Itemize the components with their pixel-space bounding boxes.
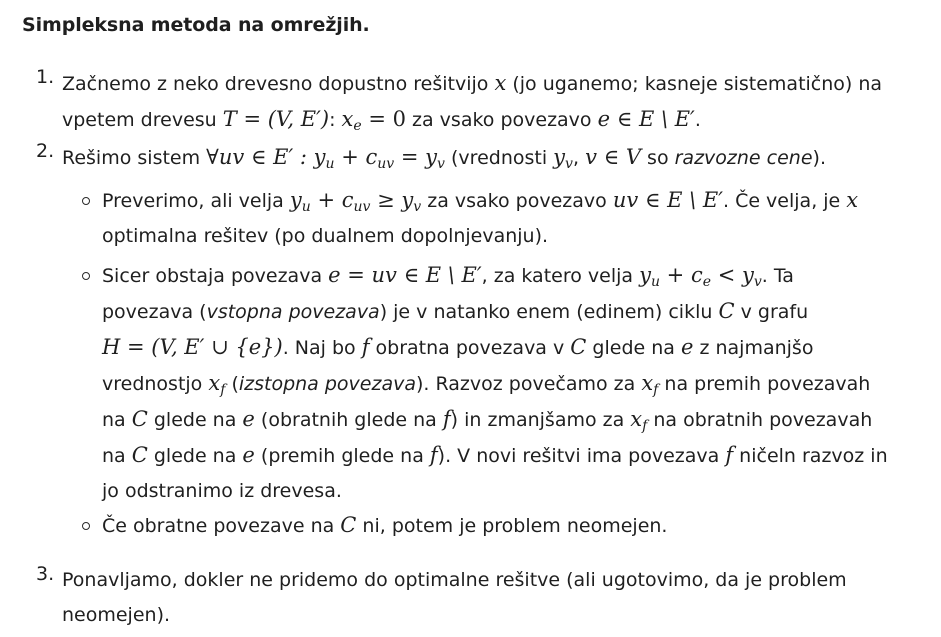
text: z najmanjšo	[699, 337, 814, 359]
text: , za katero velja	[481, 265, 634, 287]
text: glede na	[592, 337, 675, 359]
emphasis: vstopna povezava	[206, 301, 380, 323]
math-system: ∀uv ∈ E′ : $y_u + c_{uv} = y_v$	[206, 145, 445, 172]
bullet-icon	[82, 197, 90, 205]
text: na	[102, 445, 126, 467]
list-number: 2.	[36, 140, 55, 162]
page-title: Simpleksna metoda na omrežjih.	[22, 14, 370, 36]
text: ). V novi rešitvi ima povezava	[437, 445, 720, 467]
math-yv: $y_v$	[553, 145, 573, 172]
math-v-in-V: v ∈ V	[585, 145, 641, 169]
sub-list-item-body	[102, 258, 924, 509]
list-item-body	[62, 66, 922, 138]
text: .	[694, 109, 701, 131]
text: ,	[572, 147, 580, 169]
text: ) in zmanjšamo za	[450, 409, 625, 431]
text: vpetem drevesu	[62, 109, 217, 131]
text-line	[102, 183, 924, 219]
math-e-in-EminusE: e ∈ E \ E′	[597, 107, 695, 131]
math-f: f	[725, 443, 734, 467]
text-line	[62, 563, 922, 598]
text-line	[102, 438, 924, 474]
text: za vsako povezavo	[427, 190, 607, 212]
math-e: e	[242, 407, 255, 431]
math-x: x	[494, 71, 507, 95]
math-f: f	[429, 443, 438, 467]
text: so	[647, 147, 669, 169]
math-C: C	[340, 513, 357, 537]
text: Preverimo, ali velja	[102, 190, 284, 212]
text-line	[62, 598, 922, 633]
text-line	[62, 102, 922, 138]
text-line	[102, 508, 924, 544]
math-xe-zero: $x_e = 0$	[341, 107, 406, 134]
text-line	[102, 366, 924, 402]
text: optimalna rešitev (po dualnem dopolnjevanju).	[102, 225, 549, 247]
text: Sicer obstaja povezava	[102, 265, 323, 287]
text-line	[102, 474, 924, 509]
text: . Če velja, je	[722, 190, 841, 212]
math-strict-inequality: $y_u + c_e < y_v$	[639, 263, 762, 290]
text: Če obratne povezave na	[102, 515, 335, 537]
math-e: e	[242, 443, 255, 467]
math-f: f	[442, 407, 451, 431]
math-C: C	[718, 299, 735, 323]
text: :	[329, 109, 336, 131]
text: povezava (	[102, 301, 207, 323]
math-C: C	[131, 407, 148, 431]
math-xf: $x_f$	[208, 371, 226, 398]
text: glede na	[153, 445, 237, 467]
text: ničeln razvoz in	[739, 445, 888, 467]
text-line	[102, 330, 924, 366]
list-number: 1.	[36, 66, 55, 88]
text: Rešimo sistem	[62, 147, 201, 169]
text: obratna povezava v	[375, 337, 565, 359]
math-uv-in: uv ∈ E \ E′	[612, 188, 723, 212]
text: ni, potem je problem neomejen.	[362, 515, 668, 537]
text: ). Razvoz povečamo za	[416, 373, 636, 395]
text-line	[102, 294, 924, 330]
text: vrednostjo	[102, 373, 203, 395]
bullet-icon	[82, 272, 90, 280]
math-f: f	[361, 335, 370, 359]
text: ) je v natanko enem (edinem) ciklu	[379, 301, 713, 323]
sub-list-item-body	[102, 508, 924, 544]
list-item-body	[62, 140, 922, 176]
text-line	[102, 402, 924, 438]
text: . Ta	[761, 265, 794, 287]
emphasis: razvozne cene	[674, 147, 813, 169]
math-e-eq-uv: e = uv ∈ E \ E′	[328, 263, 482, 287]
text: za vsako povezavo	[412, 109, 592, 131]
text: neomejen).	[62, 604, 171, 626]
text: na obratnih povezavah	[653, 409, 873, 431]
text: glede na	[153, 409, 237, 431]
math-C: C	[570, 335, 587, 359]
text: Začnemo z neko drevesno dopustno rešitvijo	[62, 73, 489, 95]
math-e: e	[680, 335, 694, 359]
text-line	[62, 66, 922, 102]
text: na	[102, 409, 126, 431]
text: (vrednosti	[451, 147, 548, 169]
math-C: C	[131, 443, 148, 467]
math-xf: $x_f$	[630, 407, 648, 434]
math-xf: $x_f$	[641, 371, 659, 398]
text: (	[231, 373, 239, 395]
text: na premih povezavah	[664, 373, 871, 395]
text: v grafu	[740, 301, 809, 323]
emphasis: izstopna povezava	[238, 373, 416, 395]
text-line	[102, 219, 924, 254]
list-item-body	[62, 563, 922, 633]
text: . Naj bo	[282, 337, 356, 359]
bullet-icon	[82, 522, 90, 530]
text: ).	[812, 147, 826, 169]
text-line	[102, 258, 924, 294]
text: (premih glede na	[260, 445, 424, 467]
text-line	[62, 140, 922, 176]
sub-list-item-body	[102, 183, 924, 254]
text: jo odstranimo iz drevesa.	[102, 480, 342, 502]
text: (obratnih glede na	[260, 409, 437, 431]
text: (jo uganemo; kasneje sistematično) na	[512, 73, 883, 95]
math-inequality: $y_u + c_{uv} \ge y_v$	[289, 188, 422, 215]
math-T-eq: T = (V, E′)	[222, 107, 330, 131]
text: Ponavljamo, dokler ne pridemo do optimalne rešitve (ali ugotovimo, da je problem	[62, 569, 847, 591]
math-H: H = (V, E′ ∪ {e})	[102, 335, 283, 359]
math-x: x	[846, 188, 859, 212]
list-number: 3.	[36, 563, 55, 585]
